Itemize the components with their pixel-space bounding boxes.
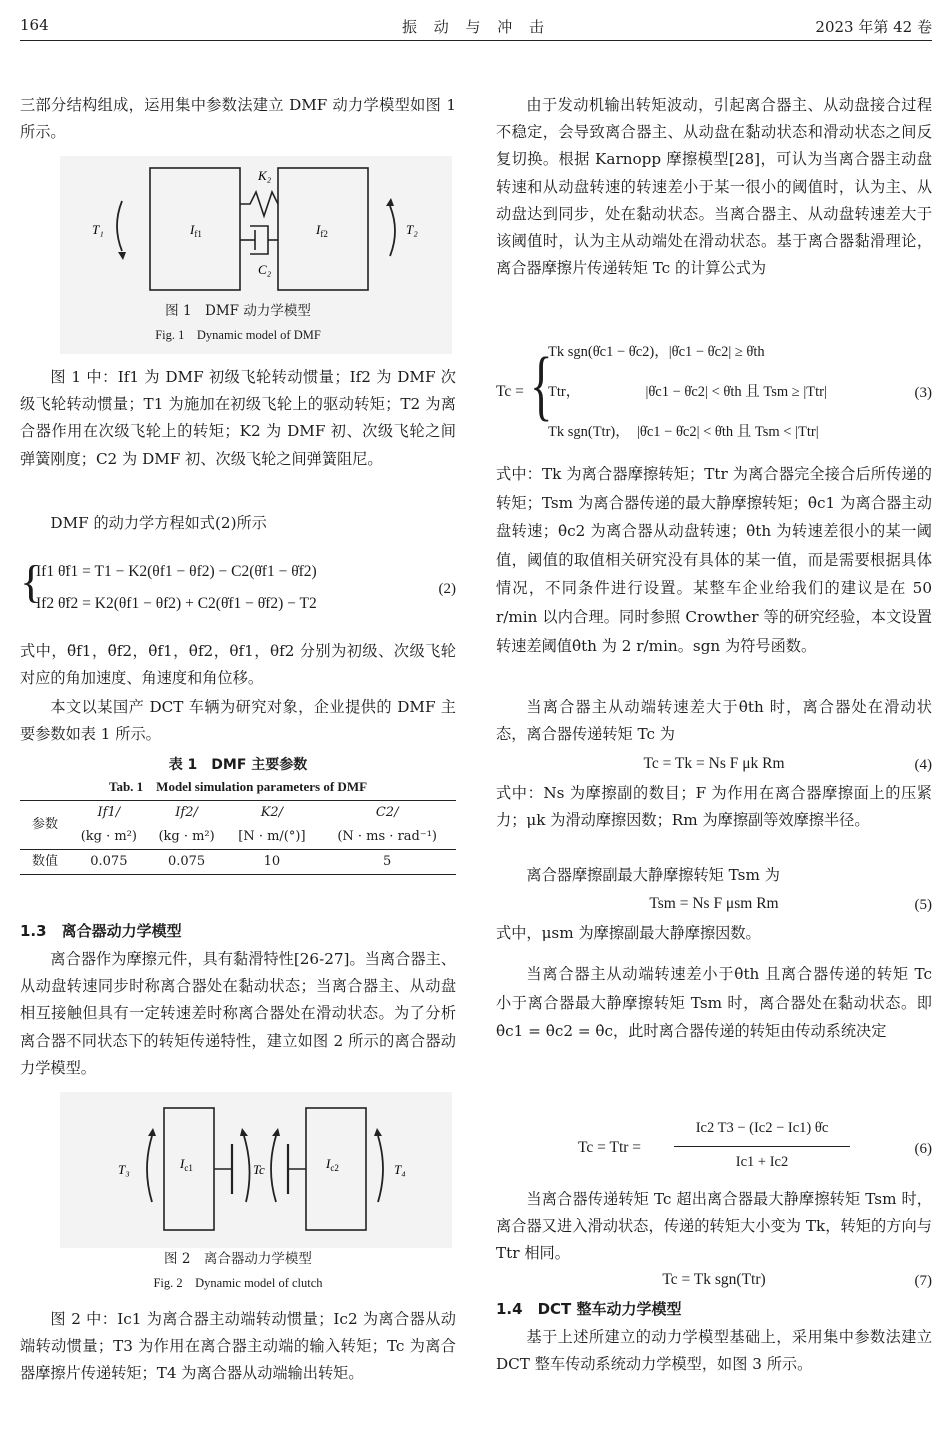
table1-title-en: Tab. 1 Model simulation parameters of DMF bbox=[108, 779, 368, 794]
slide-state-paragraph: 当离合器主从动端转速差大于θ̇th 时，离合器处在滑动状态，离合器传递转矩 Tc 为 bbox=[496, 698, 932, 744]
eq7: Tc = Tk sgn(Ttr) bbox=[662, 1271, 766, 1288]
eq5-number: (5) bbox=[914, 897, 932, 913]
table-row-label: 数值 bbox=[31, 854, 58, 869]
torque-tc-arrow-left bbox=[244, 1136, 250, 1202]
intro-paragraph: 三部分结构组成，运用集中参数法建立 DMF 动力学模型如图 1 所示。 bbox=[20, 96, 456, 142]
eq4-description: 式中：Ns 为摩擦副的数目；F 为作用在离合器摩擦面上的压紧力；μk 为滑动摩擦因数；Rm 为摩擦副等效摩擦半径。 bbox=[496, 784, 932, 830]
clutch-paragraph: 离合器作为摩擦元件，具有黏滑特性[26-27]。当离合器主、从动盘转速同步时称离合器处在黏动状态；当离合器主、从动盘相互接触但具有一定转速差时称离合器处在滑动状态。为了分析离合器不同状态下的转矩传递特性，建立如图 2 所示的离合器动力学模型。 bbox=[20, 950, 456, 1077]
eq3-case2: Ttr， |θ̇c1 − θ̇c2| < θ̇th 且 Tsm ≥ |Ttr| bbox=[548, 384, 827, 400]
fig1-description: 图 1 中：If1 为 DMF 初级飞轮转动惯量；If2 为 DMF 次级飞轮转动惯量；T1 为施加在初级飞轮上的驱动转矩；T2 为离合器作用在次级飞轮上的转矩；K2 为 DMF 初、次级飞轮之间弹簧刚度；C2 为 DMF 初、次级飞轮之间弹簧阻尼。 bbox=[20, 368, 456, 468]
eq2-line1: If1 θ̈f1 = T1 − K2(θf1 − θf2) − C2(θ̇f1 − θ̇f2) bbox=[36, 563, 317, 580]
torque-tc-arrow-right bbox=[271, 1136, 276, 1202]
table-unit-row bbox=[20, 825, 456, 850]
eq7-number: (7) bbox=[914, 1273, 932, 1289]
table-header: K2/ bbox=[260, 805, 284, 820]
stick-state-paragraph: 当离合器主从动端转速差小于θ̇th 且离合器传递的转矩 Tc 小于离合器最大静摩擦转矩 Tsm 时，离合器处在黏动状态。即θ̇c1 = θ̇c2 = θ̇c，此时离合器传递的转矩由传动系统决定 bbox=[496, 965, 932, 1041]
issue-info: 2023 年第 42 卷 bbox=[815, 18, 932, 36]
eq2-line2: If2 θ̈f2 = K2(θf1 − θf2) + C2(θ̇f1 − θ̇f2) − T2 bbox=[36, 595, 317, 612]
eq2-number: (2) bbox=[438, 581, 456, 597]
table-unit: (N · ms · rad⁻¹) bbox=[337, 829, 437, 844]
label-t2: T₂ bbox=[406, 222, 418, 237]
fig2-caption-cn: 图 2 离合器动力学模型 bbox=[164, 1251, 312, 1267]
label-t3: T₃ bbox=[118, 1162, 130, 1177]
eq3-case1: Tk sgn(θ̇c1 − θ̇c2)，|θ̇c1 − θ̇c2| ≥ θ̇th bbox=[548, 344, 765, 360]
label-t1: T₁ bbox=[92, 222, 104, 237]
section-1-4-heading: 1.4 DCT 整车动力学模型 bbox=[496, 1300, 682, 1318]
eq6-denominator: Ic1 + Ic2 bbox=[735, 1154, 789, 1170]
eq4-number: (4) bbox=[914, 757, 932, 773]
eq6-lhs: Tc = Ttr = bbox=[578, 1139, 642, 1156]
table-cell: 0.075 bbox=[167, 854, 206, 869]
table1 bbox=[20, 800, 456, 875]
dct-model-paragraph: 基于上述所建立的动力学模型基础上，采用集中参数法建立 DCT 整车传动系统动力学模型，如图 3 所示。 bbox=[496, 1328, 932, 1374]
eq5-intro: 离合器摩擦副最大静摩擦转矩 Tsm 为 bbox=[526, 866, 780, 884]
table-cell: 5 bbox=[383, 854, 392, 869]
dct-vehicle-paragraph: 本文以某国产 DCT 车辆为研究对象，企业提供的 DMF 主要参数如表 1 所示。 bbox=[20, 698, 456, 744]
table-unit: (kg · m²) bbox=[158, 829, 215, 844]
eq6-numerator: Ic2 T3 − (Ic2 − Ic1) θ̇c bbox=[695, 1120, 829, 1136]
label-c2: C₂ bbox=[258, 262, 272, 277]
eq3-brace: { bbox=[530, 341, 553, 428]
table-corner: 参数 bbox=[20, 801, 70, 850]
clutch-diagram bbox=[60, 1092, 452, 1248]
eq5: Tsm = Ns F μsm Rm bbox=[649, 895, 779, 912]
journal-name: 振 动 与 冲 击 bbox=[401, 18, 551, 36]
table-header: If1/ bbox=[97, 805, 121, 820]
karnopp-paragraph: 由于发动机输出转矩波动，引起离合器主、从动盘接合过程不稳定，会导致离合器主、从动盘在黏动状态和滑动状态之间反复切换。根据 Karnopp 摩擦模型[28]，可认为当离合器主动盘转速和从动盘转速的转速差小于某一很小的阈值时，认为主、从动盘达到同步，处在黏动状态。当离合器主、从动盘转速差大于该阈值时，认为主从动端处在滑动状态。基于离合器黏滑理论，离合器摩擦片传递转矩 Tc 的计算公式为 bbox=[496, 96, 932, 278]
table-cell: 0.075 bbox=[90, 854, 128, 869]
label-if1: $I_{f1}$ bbox=[190, 222, 202, 239]
fig2-caption-en: Fig. 2 Dynamic model of clutch bbox=[153, 1276, 323, 1290]
fig1-caption-cn: 图 1 DMF 动力学模型 bbox=[165, 303, 311, 319]
eq3-case3: Tk sgn(Ttr)， |θ̇c1 − θ̇c2| < θ̇th 且 Tsm < |Ttr| bbox=[548, 424, 819, 440]
table-cell: 10 bbox=[263, 854, 281, 869]
fig2-description: 图 2 中：Ic1 为离合器主动端转动惯量；Ic2 为离合器从动端转动惯量；T3 为作用在离合器主动端的输入转矩；Tc 为离合器摩擦片传递转矩；T4 为离合器从动端输出转矩。 bbox=[20, 1310, 456, 1383]
exceed-paragraph: 当离合器传递转矩 Tc 超出离合器最大静摩擦转矩 Tsm 时，离合器又进入滑动状态，传递的转矩大小变为 Tk，转矩的方向与 Ttr 相同。 bbox=[496, 1190, 932, 1263]
left-column bbox=[20, 92, 456, 1422]
label-tc: Tc bbox=[253, 1162, 265, 1177]
eq6-number: (6) bbox=[914, 1141, 932, 1157]
figure-2 bbox=[60, 1092, 452, 1248]
label-k2: K₂ bbox=[258, 168, 272, 183]
eq3-number: (3) bbox=[914, 385, 932, 401]
torque-t2-arrow bbox=[390, 206, 395, 256]
torque-t4-arrow bbox=[378, 1136, 383, 1202]
eq3-lhs: Tc = bbox=[496, 383, 524, 400]
table-unit: (kg · m²) bbox=[80, 829, 137, 844]
label-ic1: $I_{c1}$ bbox=[180, 1156, 193, 1173]
table-unit: [N · m/(°)] bbox=[238, 829, 306, 844]
torque-t1-arrow bbox=[117, 201, 122, 251]
eq3-description: 式中：Tk 为离合器摩擦转矩；Ttr 为离合器完全接合后所传递的转矩；Tsm 为离合器传递的最大静摩擦转矩；θ̇c1 为离合器主动盘转速；θ̇c2 为离合器从动盘转速；θ̇th 为转速差很小的某一阈值，阈值的取值相关研究没有具体的某一值，而是需要根据具体情况，不同条件进行设置。某整车企业给我们的建议是在 50 r/min 以内合理。同时参照 Crowther 等的研究经验，本文设置转速差阈值θ̇th 为 2 r/min。sgn 为符号函数。 bbox=[496, 465, 932, 655]
torque-t3-arrow bbox=[147, 1136, 152, 1202]
eq2-intro: DMF 的动力学方程如式(2)所示 bbox=[50, 514, 267, 532]
right-column bbox=[496, 92, 932, 1422]
spring-k2 bbox=[240, 192, 278, 216]
label-ic2: $I_{c2}$ bbox=[326, 1156, 339, 1173]
eq4: Tc = Tk = Ns F μk Rm bbox=[643, 755, 785, 772]
eq5-description: 式中，μsm 为摩擦副最大静摩擦因数。 bbox=[496, 924, 761, 942]
page-number: 164 bbox=[20, 16, 49, 34]
eq6-fraction-bar bbox=[674, 1146, 850, 1147]
fig1-caption-en: Fig. 1 Dynamic model of DMF bbox=[155, 328, 321, 342]
label-t4: T₄ bbox=[394, 1162, 406, 1177]
table1-title-cn: 表 1 DMF 主要参数 bbox=[168, 757, 308, 773]
label-if2: $I_{f2}$ bbox=[316, 222, 328, 239]
eq2-brace: { bbox=[20, 556, 43, 607]
table-row bbox=[20, 850, 456, 875]
running-header bbox=[20, 14, 932, 41]
eq2-description: 式中，θ̈f1，θ̈f2，θ̇f1，θ̇f2，θf1，θf2 分别为初级、次级飞轮对应的角加速度、角速度和角位移。 bbox=[20, 642, 456, 688]
section-1-3-heading: 1.3 离合器动力学模型 bbox=[20, 922, 182, 940]
table-header: C2/ bbox=[375, 805, 399, 820]
table-header-row bbox=[20, 801, 456, 826]
table-header: If2/ bbox=[175, 805, 198, 820]
